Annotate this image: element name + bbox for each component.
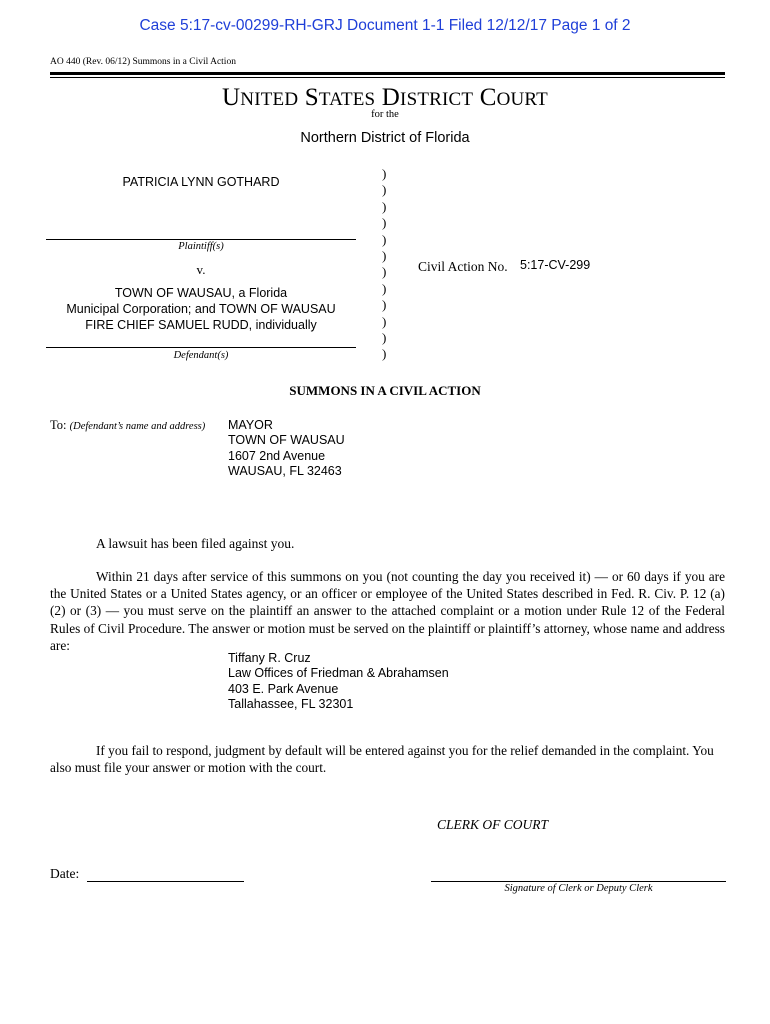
civil-action-label: Civil Action No. (418, 259, 508, 274)
form-identifier: AO 440 (Rev. 06/12) Summons in a Civil Action (50, 57, 236, 67)
signature-caption: Signature of Clerk or Deputy Clerk (504, 883, 653, 894)
response-instructions: Within 21 days after service of this summons on you (not counting the day you received it) — or 60 days if you are the United States or a United States agency, or an officer or employee of the United States described in Fed. R. Civ. P. 12 (a)(2) or (3) — you must serve on the plaintiff an answer to the attached complaint or a motion under Rule 12 of the Federal Rules of Civil Procedure. The answer or motion must be served on the plaintiff or plaintiff’s attorney, whose name and address are: (50, 569, 725, 653)
defendant-label: Defendant(s) (173, 350, 229, 361)
paren: ) (382, 313, 387, 329)
summons-title: SUMMONS IN A CIVIL ACTION (289, 383, 481, 398)
caption-parentheses (382, 166, 386, 363)
paren: ) (382, 166, 387, 181)
defendant-name (46, 285, 356, 333)
versus-label: v. (196, 262, 206, 277)
for-the-label: for the (371, 109, 399, 120)
clerk-of-court-label: CLERK OF COURT (437, 817, 549, 832)
to-hint: (Defendant’s name and address) (69, 421, 206, 432)
to-label (50, 418, 205, 433)
signature-line (431, 881, 726, 882)
attorney-line: Law Offices of Friedman & Abrahamsen (228, 666, 449, 681)
recipient-line: WAUSAU, FL 32463 (228, 464, 342, 479)
plaintiff-name: PATRICIA LYNN GOTHARD (122, 175, 280, 189)
paren: ) (382, 346, 387, 362)
civil-action-number: 5:17-CV-299 (520, 258, 591, 272)
plaintiff-label: Plaintiff(s) (178, 241, 224, 252)
to-word: To: (50, 418, 67, 432)
defendant-line (46, 347, 356, 348)
paren: ) (382, 198, 387, 214)
date-field-line (87, 881, 244, 882)
paren: ) (382, 280, 387, 296)
district-name: Northern District of Florida (300, 130, 470, 146)
case-stamp: Case 5:17-cv-00299-RH-GRJ Document 1-1 Filed 12/12/17 Page 1 of 2 (139, 17, 631, 34)
recipient-line: TOWN OF WAUSAU (228, 433, 345, 448)
attorney-line: 403 E. Park Avenue (228, 681, 339, 696)
paren: ) (382, 297, 387, 313)
plaintiff-line (46, 239, 356, 240)
paren: ) (382, 330, 387, 346)
header-rule-thin (50, 77, 725, 78)
paren: ) (382, 231, 387, 247)
court-title: UNITED STATES DISTRICT COURT (222, 84, 548, 111)
lawsuit-notice: A lawsuit has been filed against you. (96, 536, 295, 551)
recipient-line: 1607 2nd Avenue (228, 448, 326, 463)
paren: ) (382, 215, 387, 231)
paren: ) (382, 182, 387, 198)
attorney-address (228, 651, 449, 713)
attorney-line: Tallahassee, FL 32301 (228, 697, 354, 712)
defendant-line-1: TOWN OF WAUSAU, a Florida (114, 286, 288, 300)
paren: ) (382, 248, 387, 264)
paren: ) (382, 264, 387, 280)
default-warning: If you fail to respond, judgment by default will be entered against you for the relief demanded in the complaint. You also must file your answer or motion with the court. (50, 743, 714, 776)
defendant-line-2: Municipal Corporation; and TOWN OF WAUSAU (66, 302, 336, 316)
date-label: Date: (50, 866, 80, 881)
recipient-line: MAYOR (228, 418, 273, 432)
defendant-line-3: FIRE CHIEF SAMUEL RUDD, individually (85, 318, 317, 332)
recipient-address (228, 418, 345, 480)
attorney-line: Tiffany R. Cruz (228, 651, 311, 665)
header-rule-thick (50, 72, 725, 75)
